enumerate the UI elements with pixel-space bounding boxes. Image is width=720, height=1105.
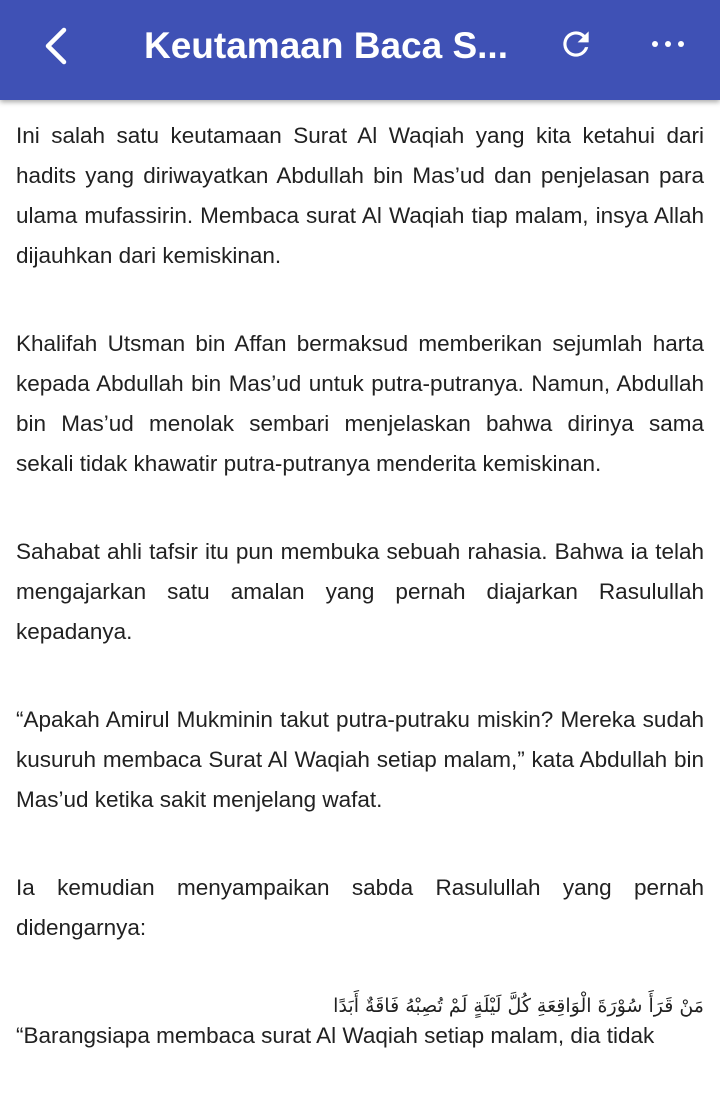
more-vertical-icon: [650, 38, 686, 50]
app-bar: [0, 0, 720, 100]
page-title: Keutamaan Baca S...: [144, 25, 508, 66]
refresh-button[interactable]: [552, 20, 600, 68]
article-paragraph: “Apakah Amirul Mukminin takut putra-putraku miskin? Mereka sudah kusuruh membaca Surat Al Waqiah setiap malam,” kata Abdullah bin Mas’ud ketika sakit menjelang wafat.: [16, 707, 704, 812]
article-paragraph: Sahabat ahli tafsir itu pun membuka sebuah rahasia. Bahwa ia telah mengajarkan satu amalan yang pernah diajarkan Rasulullah kepadanya.: [16, 539, 704, 644]
article-paragraph: Ini salah satu keutamaan Surat Al Waqiah yang kita ketahui dari hadits yang diriwayatkan Abdullah bin Mas’ud dan penjelasan para ulama mufassirin. Membaca surat Al Waqiah tiap malam, insya Allah dijauhkan dari kemiskinan.: [16, 123, 704, 268]
hadith-translation: “Barangsiapa membaca surat Al Waqiah setiap malam, dia tidak: [16, 1023, 655, 1048]
article-paragraph: Ia kemudian menyampaikan sabda Rasulullah yang pernah didengarnya:: [16, 875, 704, 940]
more-options-button[interactable]: [644, 20, 692, 68]
article-content[interactable]: [0, 100, 720, 1105]
arabic-hadith-text: مَنْ قَرَأَ سُوْرَةَ الْوَاقِعَةِ كُلَّ لَيْلَةٍ لَمْ تُصِبْهُ فَاقَةٌ أَبَدًا: [333, 995, 704, 1017]
back-button[interactable]: [28, 22, 84, 70]
refresh-icon: [557, 25, 595, 63]
chevron-left-icon: [42, 26, 70, 66]
article-paragraph: Khalifah Utsman bin Affan bermaksud memberikan sejumlah harta kepada Abdullah bin Mas’ud untuk putra-putranya. Namun, Abdullah bin Mas’ud menolak sembari menjelaskan bahwa dirinya sama sekali tidak khawatir putra-putranya menderita kemiskinan.: [16, 331, 704, 476]
